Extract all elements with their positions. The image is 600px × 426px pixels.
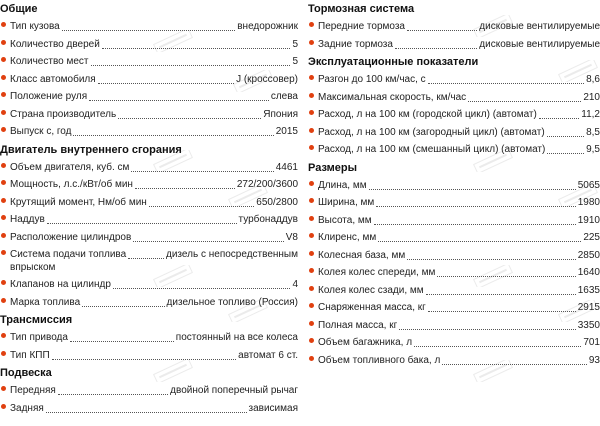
spec-row: [308, 124, 600, 142]
spec-value: J (кроссовер): [236, 73, 298, 85]
spec-row: [308, 317, 600, 335]
spec-label: Марка топлива: [10, 296, 81, 308]
bullet-icon: [1, 75, 6, 80]
spec-row: [308, 247, 600, 265]
spec-value: зависимая: [248, 402, 298, 414]
spec-row: [0, 123, 298, 141]
section-title: Двигатель внутреннего сгорания: [0, 143, 182, 156]
spec-value: дизельное топливо (Россия): [166, 296, 298, 308]
spec-value: 5: [292, 38, 298, 50]
dotted-leader: [426, 284, 576, 295]
dotted-leader: [58, 384, 168, 395]
spec-value: 5065: [577, 179, 600, 191]
dotted-leader: [407, 249, 576, 260]
spec-value: 5: [292, 56, 298, 67]
spec-row-content: [10, 248, 298, 274]
bullet-icon: [1, 127, 6, 132]
spec-label: Клапанов на цилиндр: [10, 279, 111, 290]
spec-value: дизель с непосредственным: [166, 249, 298, 260]
dotted-leader: [102, 38, 291, 49]
spec-label: Полная масса, кг: [318, 319, 398, 331]
dotted-leader: [442, 354, 587, 365]
spec-row: [0, 382, 298, 400]
dotted-leader: [539, 108, 579, 119]
spec-label: Объем топливного бака, л: [318, 354, 441, 366]
spec-label: Мощность, л.с./кВт/об мин: [10, 179, 133, 190]
bullet-icon: [1, 280, 6, 285]
dotted-leader: [133, 231, 283, 242]
spec-row: [0, 347, 298, 365]
bullet-icon: [1, 180, 6, 185]
spec-row: [308, 177, 600, 195]
dotted-leader: [135, 178, 235, 189]
spec-label: Тип привода: [10, 332, 68, 343]
dotted-leader: [46, 402, 247, 413]
spec-value: 2850: [577, 249, 600, 261]
spec-row: [308, 141, 600, 159]
spec-value-continuation: впрыском: [10, 262, 56, 273]
bullet-icon: [1, 404, 6, 409]
spec-value: 2915: [577, 302, 600, 313]
spec-row: [0, 246, 298, 276]
bullet-icon: [309, 286, 314, 291]
spec-row: [308, 264, 600, 282]
spec-row: [0, 400, 298, 418]
bullet-icon: [309, 251, 314, 256]
dotted-leader: [89, 90, 269, 101]
bullet-icon: [309, 128, 314, 133]
bullet-icon: [309, 110, 314, 115]
spec-value: 11,2: [581, 109, 600, 120]
spec-label: Наддув: [10, 214, 45, 225]
bullet-icon: [309, 40, 314, 45]
spec-label: Колесная база, мм: [318, 249, 406, 261]
spec-value: дисковые вентилируемые: [479, 38, 600, 50]
section-title: Тормозная система: [308, 3, 415, 15]
dotted-leader: [428, 73, 584, 84]
spec-value: 210: [583, 91, 600, 103]
bullet-icon: [1, 22, 6, 27]
spec-label: Задние тормоза: [318, 38, 393, 50]
spec-row-line: [10, 248, 298, 261]
section-title: Эксплуатационные показатели: [308, 56, 479, 68]
spec-label: Объем багажника, л: [318, 337, 413, 348]
bullet-icon: [309, 22, 314, 27]
dotted-leader: [113, 278, 291, 289]
spec-row: [308, 212, 600, 230]
bullet-icon: [309, 303, 314, 308]
spec-row: [0, 88, 298, 106]
spec-row: [0, 53, 298, 71]
spec-label: Объем двигателя, куб. см: [10, 161, 130, 173]
spec-value: 650/2800: [256, 196, 298, 208]
dotted-leader: [547, 143, 584, 154]
spec-label: Передние тормоза: [318, 21, 405, 32]
bullet-icon: [1, 57, 6, 62]
spec-value: 272/200/3600: [236, 179, 298, 190]
spec-row: [308, 89, 600, 107]
spec-label: Система подачи топлива: [10, 249, 127, 260]
spec-row: [0, 71, 298, 89]
spec-value: 93: [588, 354, 600, 366]
bullet-icon: [1, 351, 6, 356]
dotted-leader: [62, 20, 236, 31]
spec-row: [308, 282, 600, 300]
spec-value: V8: [285, 231, 298, 243]
dotted-leader: [91, 55, 291, 66]
spec-value: Япония: [263, 108, 298, 120]
spec-value: постоянный на все колеса: [175, 332, 298, 343]
spec-label: Выпуск с, год: [10, 126, 72, 137]
spec-value: 8,6: [586, 74, 600, 85]
section-title: Общие: [0, 3, 38, 15]
dotted-leader: [369, 179, 576, 190]
dotted-leader: [73, 125, 273, 136]
spec-value: 1910: [577, 214, 600, 226]
spec-label: Снаряженная масса, кг: [318, 302, 426, 313]
section-title: Размеры: [308, 161, 358, 174]
bullet-icon: [309, 181, 314, 186]
spec-label: Количество дверей: [10, 38, 100, 50]
dotted-leader: [149, 196, 254, 207]
bullet-icon: [1, 110, 6, 115]
bullet-icon: [309, 233, 314, 238]
spec-row: [0, 36, 298, 54]
bullet-icon: [309, 268, 314, 273]
spec-value: 4461: [275, 161, 298, 173]
spec-value: 2015: [275, 126, 298, 137]
spec-value: 1635: [577, 284, 600, 296]
spec-row: [0, 211, 298, 229]
spec-value: 1980: [577, 197, 600, 208]
spec-row: [308, 36, 600, 54]
dotted-leader: [118, 108, 261, 119]
spec-row: [0, 176, 298, 194]
dotted-leader: [468, 91, 581, 102]
spec-value: дисковые вентилируемые: [479, 21, 600, 32]
right-column: [308, 0, 600, 369]
dotted-leader: [374, 214, 576, 225]
spec-label: Длина, мм: [318, 179, 367, 191]
dotted-leader: [376, 196, 575, 207]
bullet-icon: [309, 338, 314, 343]
spec-value: слева: [270, 91, 298, 102]
bullet-icon: [1, 250, 6, 255]
bullet-icon: [309, 216, 314, 221]
spec-label: Расход, л на 100 км (городской цикл) (автомат): [318, 109, 537, 120]
spec-value: 3350: [577, 319, 600, 331]
spec-label: Клиренс, мм: [318, 232, 377, 243]
spec-label: Ширина, мм: [318, 197, 375, 208]
section-title: Трансмиссия: [0, 314, 73, 326]
bullet-icon: [1, 198, 6, 203]
spec-label: Высота, мм: [318, 214, 372, 226]
dotted-leader: [378, 231, 581, 242]
spec-row: [0, 294, 298, 312]
bullet-icon: [309, 356, 314, 361]
spec-value: турбонаддув: [238, 214, 298, 225]
bullet-icon: [1, 233, 6, 238]
spec-label: Положение руля: [10, 91, 88, 102]
spec-label: Передняя: [10, 385, 56, 396]
bullet-icon: [309, 75, 314, 80]
bullet-icon: [1, 333, 6, 338]
spec-value: 9,5: [586, 144, 600, 155]
bullet-icon: [1, 163, 6, 168]
section-title: Подвеска: [0, 367, 52, 379]
bullet-icon: [309, 145, 314, 150]
spec-label: Количество мест: [10, 56, 89, 67]
spec-row: [0, 159, 298, 177]
spec-label: Тип КПП: [10, 349, 50, 361]
spec-label: Задняя: [10, 402, 44, 414]
spec-row: [308, 71, 600, 89]
spec-row: [0, 229, 298, 247]
spec-row: [308, 194, 600, 212]
spec-row: [0, 18, 298, 36]
spec-row: [308, 334, 600, 352]
spec-label: Колея колес сзади, мм: [318, 284, 424, 296]
spec-label: Расход, л на 100 км (загородный цикл) (автомат): [318, 126, 545, 138]
spec-row: [0, 106, 298, 124]
bullet-icon: [309, 198, 314, 203]
spec-row: [308, 18, 600, 36]
spec-row: [308, 352, 600, 370]
spec-value: внедорожник: [237, 21, 298, 32]
dotted-leader: [131, 161, 273, 172]
spec-value: 4: [292, 279, 298, 290]
dotted-leader: [98, 73, 234, 84]
spec-label: Колея колес спереди, мм: [318, 267, 436, 278]
spec-value: автомат 6 ст.: [238, 349, 298, 361]
spec-value: двойной поперечный рычаг: [170, 385, 298, 396]
spec-value: 8,5: [586, 126, 600, 138]
spec-value: 701: [583, 337, 600, 348]
dotted-leader: [70, 331, 174, 342]
spec-label: Разгон до 100 км/час, с: [318, 74, 426, 85]
dotted-leader: [395, 38, 477, 49]
spec-label: Расход, л на 100 км (смешанный цикл) (автомат): [318, 144, 546, 155]
spec-row: [0, 194, 298, 212]
dotted-leader: [407, 20, 477, 31]
dotted-leader: [547, 126, 584, 137]
spec-row: [0, 329, 298, 347]
spec-row: [0, 276, 298, 294]
bullet-icon: [1, 298, 6, 303]
dotted-leader: [437, 266, 575, 277]
spec-label: Страна производитель: [10, 108, 117, 120]
spec-value: 1640: [577, 267, 600, 278]
spec-label: Крутящий момент, Нм/об мин: [10, 196, 147, 208]
spec-label: Расположение цилиндров: [10, 231, 132, 243]
spec-row: [308, 106, 600, 124]
left-column: [0, 0, 298, 417]
dotted-leader: [128, 248, 164, 259]
bullet-icon: [1, 92, 6, 97]
dotted-leader: [47, 213, 237, 224]
spec-label: Тип кузова: [10, 21, 60, 32]
dotted-leader: [399, 319, 576, 330]
spec-row: [308, 229, 600, 247]
dotted-leader: [52, 349, 236, 360]
spec-value: 225: [583, 232, 600, 243]
bullet-icon: [1, 40, 6, 45]
bullet-icon: [1, 386, 6, 391]
bullet-icon: [309, 93, 314, 98]
dotted-leader: [82, 296, 164, 307]
spec-row: [308, 299, 600, 317]
bullet-icon: [309, 321, 314, 326]
spec-label: Максимальная скорость, км/час: [318, 91, 467, 103]
dotted-leader: [414, 336, 581, 347]
bullet-icon: [1, 215, 6, 220]
dotted-leader: [428, 301, 576, 312]
spec-label: Класс автомобиля: [10, 73, 96, 85]
